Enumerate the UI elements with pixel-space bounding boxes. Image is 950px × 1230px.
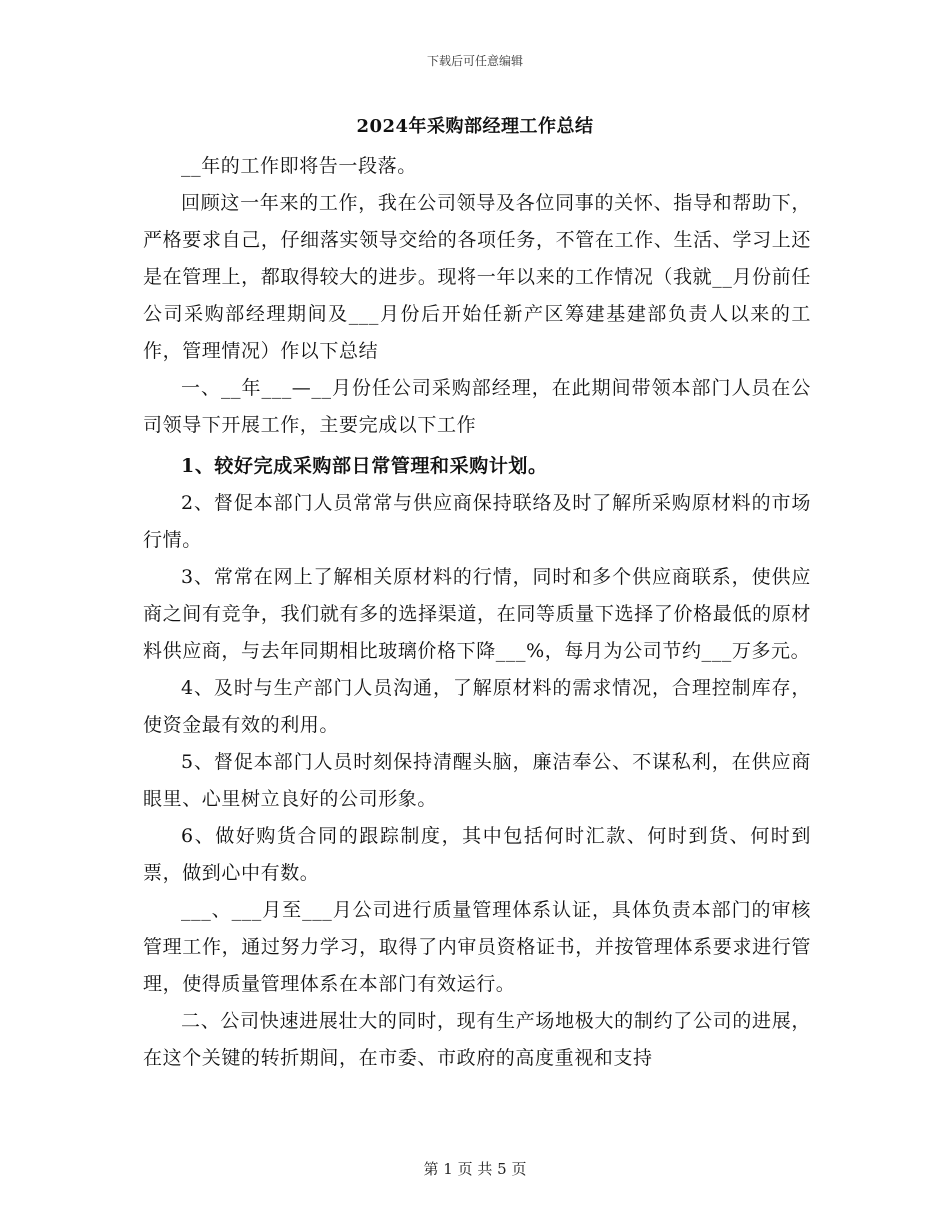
- document-body: [143, 148, 811, 1077]
- paragraph-review: 回顾这一年来的工作，我在公司领导及各位同事的关怀、指导和帮助下，严格要求自己，仔细落实领导交给的各项任务，不管在工作、生活、学习上还是在管理上，都取得较大的进步。现将一年以来的工作情况（我就__月份前任公司采购部经理期间及___月份后开始任新产区筹建基建部负责人以来的工作，管理情况）作以下总结: [143, 192, 811, 362]
- paragraph-item-5: 5、督促本部门人员时刻保持清醒头脑，廉洁奉公、不谋私利，在供应商眼里、心里树立良好的公司形象。: [143, 751, 811, 810]
- paragraph-item-4: 4、及时与生产部门人员沟通，了解原材料的需求情况，合理控制库存，使资金最有效的利用。: [143, 677, 811, 736]
- paragraph-section-one: 一、__年___—__月份任公司采购部经理，在此期间带领本部门人员在公司领导下开展工作，主要完成以下工作: [143, 377, 811, 436]
- paragraph-item-2: 2、督促本部门人员常常与供应商保持联络及时了解所采购原材料的市场行情。: [143, 492, 811, 551]
- page-header-note: 下载后可任意编辑: [426, 54, 523, 68]
- paragraph-item-3: 3、常常在网上了解相关原材料的行情，同时和多个供应商联系，使供应商之间有竞争，我们就有多的选择渠道，在同等质量下选择了价格最低的原材料供应商，与去年同期相比玻璃价格下降___%，每月为公司节约___万多元。: [143, 566, 811, 662]
- paragraph-section-two: 二、公司快速进展壮大的同时，现有生产场地极大的制约了公司的进展，在这个关键的转折期间，在市委、市政府的高度重视和支持: [143, 1010, 811, 1069]
- paragraph-item-1: 1、较好完成采购部日常管理和采购计划。: [181, 455, 548, 477]
- page-number: 第 1 页 共 5 页: [423, 1160, 527, 1178]
- document-title: 2024年采购部经理工作总结: [356, 116, 594, 137]
- paragraph-item-6: 6、做好购货合同的跟踪制度，其中包括何时汇款、何时到货、何时到票，做到心中有数。: [143, 825, 811, 884]
- paragraph-quality-system: ___、___月至___月公司进行质量管理体系认证，具体负责本部门的审核管理工作，通过努力学习，取得了内审员资格证书，并按管理体系要求进行管理，使得质量管理体系在本部门有效运行。: [143, 899, 811, 995]
- paragraph-intro: __年的工作即将告一段落。: [181, 155, 417, 177]
